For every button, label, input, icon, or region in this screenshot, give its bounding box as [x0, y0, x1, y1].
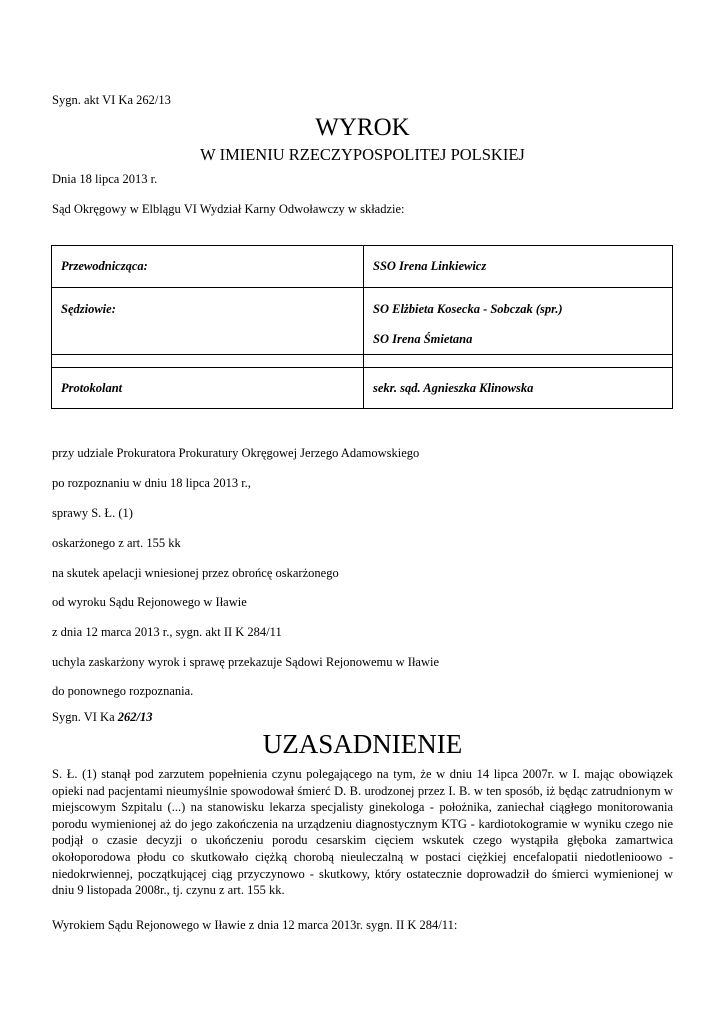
body-line: do ponownego rozpoznania. [52, 684, 194, 698]
table-row-chair [52, 246, 673, 288]
judge-1-name: SO Elżbieta Kosecka - Sobczak (spr.) [373, 302, 563, 316]
body-line: po rozpoznaniu w dniu 18 lipca 2013 r., [52, 476, 251, 490]
judges-label: Sędziowie: [61, 302, 116, 316]
document-title: WYROK [315, 114, 410, 141]
signature-reference [52, 710, 152, 724]
body-line: oskarżonego z art. 155 kk [52, 536, 181, 550]
case-reference: Sygn. akt VI Ka 262/13 [52, 93, 171, 107]
court-panel-table [51, 245, 673, 409]
clerk-label: Protokolant [52, 368, 364, 409]
clerk-name: sekr. sąd. Agnieszka Klinowska [364, 368, 673, 409]
judgment-date: Dnia 18 lipca 2013 r. [52, 172, 158, 186]
empty-cell [52, 355, 364, 368]
body-line: na skutek apelacji wniesionej przez obrońcę oskarżonego [52, 566, 339, 580]
body-line: z dnia 12 marca 2013 r., sygn. akt II K 284/11 [52, 625, 282, 639]
judge-2-name: SO Irena Śmietana [373, 332, 473, 346]
body-line: sprawy S. Ł. (1) [52, 506, 133, 520]
justification-paragraph: Wyrokiem Sądu Rejonowego w Iławie z dnia 12 marca 2013r. sygn. II K 284/11: [52, 918, 458, 932]
judges-names-cell [364, 288, 673, 355]
table-row-empty [52, 355, 673, 368]
table-row-clerk [52, 368, 673, 409]
body-line: od wyroku Sądu Rejonowego w Iławie [52, 595, 247, 609]
chair-label: Przewodnicząca: [52, 246, 364, 288]
court-composition-intro: Sąd Okręgowy w Elblągu VI Wydział Karny Odwoławczy w składzie: [52, 202, 405, 216]
sygn-number: 262/13 [117, 710, 153, 724]
justification-title: UZASADNIENIE [262, 729, 463, 759]
judges-label-cell [52, 288, 364, 355]
body-line: uchyla zaskarżony wyrok i sprawę przekazuje Sądowi Rejonowemu w Iławie [52, 655, 440, 669]
justification-paragraph: S. Ł. (1) stanął pod zarzutem popełnienia czynu polegającego na tym, że w dniu 14 lipca 2007r. w I. mając obowiązek opieki nad pacjentami nieumyślnie spowodował śmierć D. B. urodzonej przez I. B. w ten sposób, iż będąc zatrudnionym w miejscowym Szpitalu (...) na stanowisku lekarza specjalisty ginekologa - położnika, zaniechał ciągłego monitorowania porodu wymienionej aż do jego zakończenia na urządzeniu diagnostycznym KTG - kardiotokogramie w wyniku czego nie podjął o czasie decyzji o ukończeniu porodu cesarskim cięciem wskutek czego wystąpiła głęboka zamartwica okołoporodowa płodu co skutkowało ciężką chorobą nieuleczalną w postaci ciężkiej encefalopatii niedotlenioowo - niedokrwiennej, początkującej ciąg przyczynowo - skutkowy, który ostatecznie doprowadził do śmierci wymienionej w dniu 9 listopada 2008r., tj. czynu z art. 155 kk. [52, 767, 673, 898]
chair-name: SSO Irena Linkiewicz [364, 246, 673, 288]
sygn-prefix: Sygn. VI Ka [52, 710, 118, 724]
empty-cell [364, 355, 673, 368]
body-line: przy udziale Prokuratora Prokuratury Okręgowej Jerzego Adamowskiego [52, 446, 420, 460]
table-row-judges [52, 288, 673, 355]
document-subtitle: W IMIENIU RZECZYPOSPOLITEJ POLSKIEJ [200, 145, 525, 164]
